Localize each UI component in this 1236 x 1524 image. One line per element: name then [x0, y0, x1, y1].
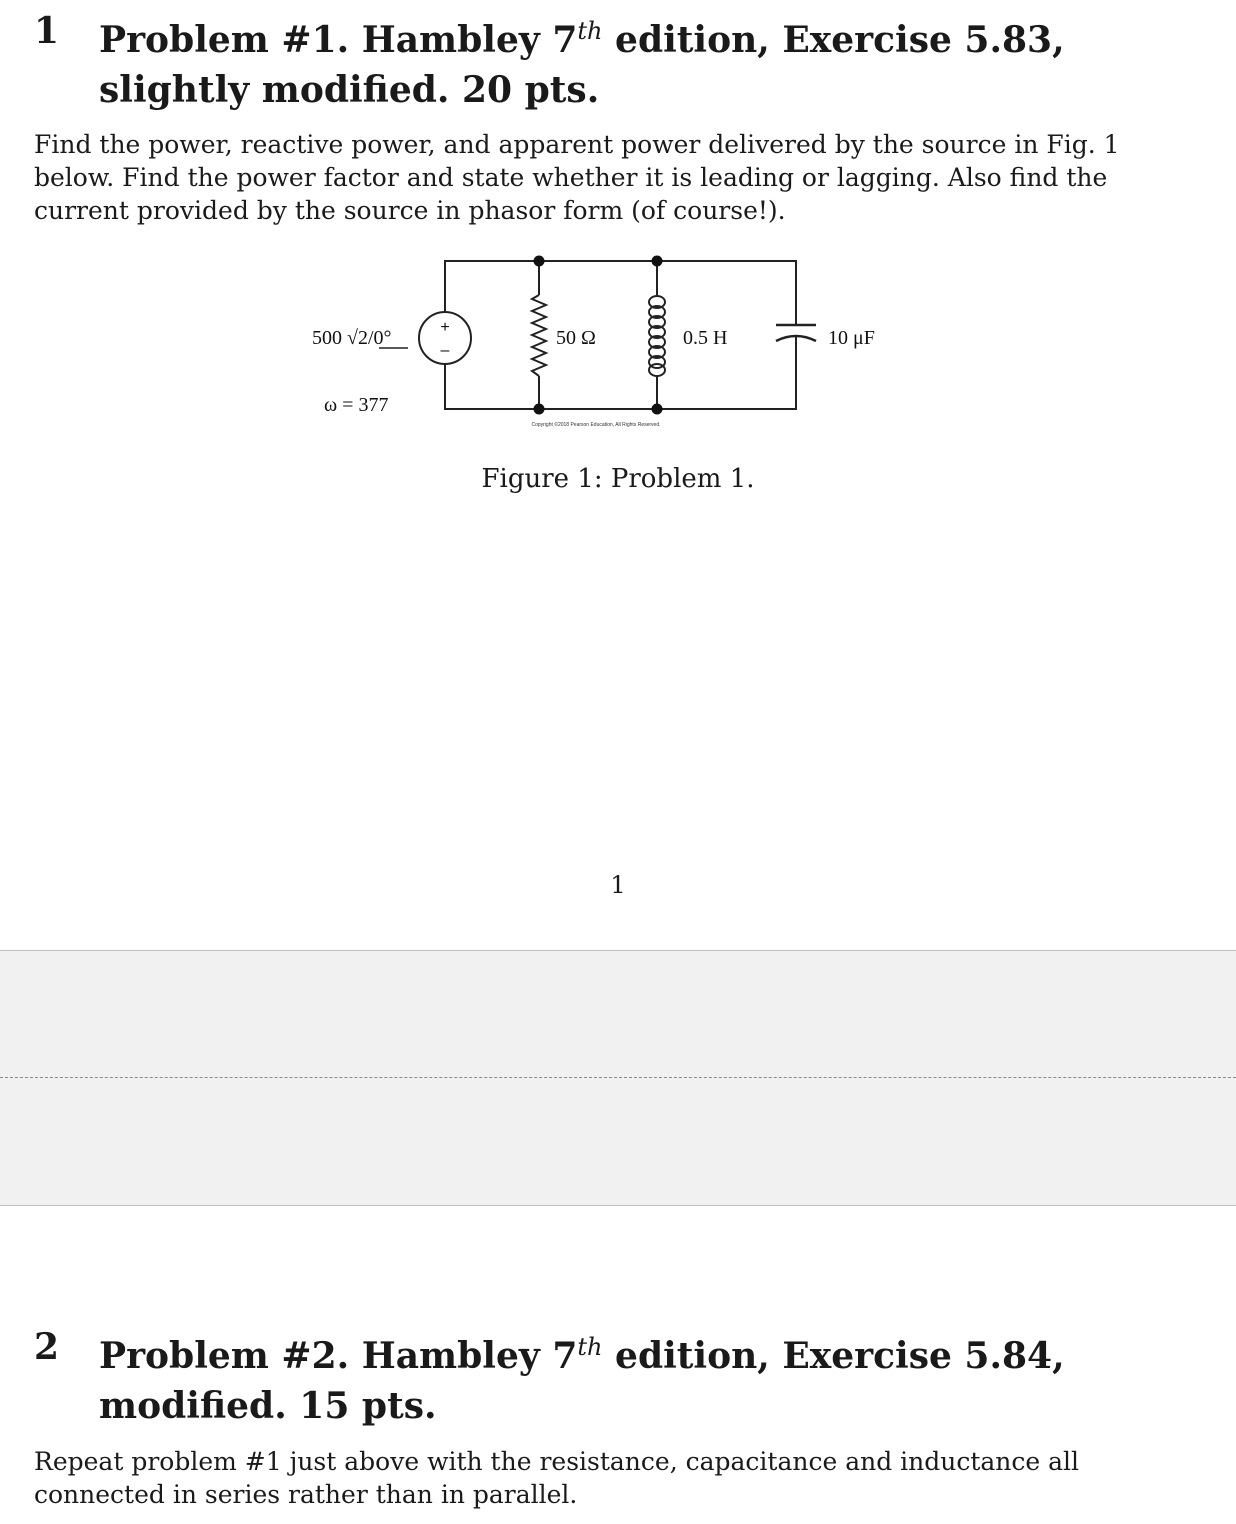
resistor-symbol — [532, 295, 546, 376]
section-2-title-part1: Problem #2. Hambley 7 — [99, 1335, 578, 1377]
source-value-label: 500 √2/0° — [312, 327, 392, 349]
circuit-wires — [445, 261, 796, 409]
section-2-title-part2: edition, Exercise 5.84, modified. 15 pts. — [99, 1335, 1065, 1427]
inductor-loop — [649, 364, 665, 376]
section-1-title-part2: edition, Exercise 5.83, slightly modified. 20 pts. — [99, 19, 1065, 111]
resistor-label: 50 Ω — [556, 327, 596, 349]
circuit-diagram — [300, 240, 920, 440]
top-wire — [445, 261, 796, 325]
circuit-figure — [300, 240, 920, 440]
source-minus-sign: – — [440, 342, 450, 359]
figure-caption: Figure 1: Problem 1. — [481, 464, 755, 494]
source-plus-sign: + — [440, 319, 450, 336]
section-1-title-superscript: th — [577, 17, 603, 45]
section-1-title — [99, 6, 1179, 115]
section-2-title-superscript: th — [577, 1333, 603, 1361]
section-2-number: 2 — [34, 1326, 60, 1368]
section-2-body: Repeat problem #1 just above with the resistance, capacitance and inductance all connected in series rather than in parallel. — [34, 1447, 1080, 1509]
node-bottom-1 — [534, 404, 545, 415]
section-1-title-part1: Problem #1. Hambley 7 — [99, 19, 578, 61]
omega-label: ω = 377 — [324, 394, 389, 416]
capacitor-label: 10 μF — [828, 327, 875, 349]
section-2-title — [99, 1322, 1179, 1431]
node-bottom-2 — [652, 404, 663, 415]
bottom-wire — [445, 335, 796, 409]
figure-copyright: Copyright ©2018 Pearson Education, All Rights Reserved. — [531, 422, 661, 428]
node-top-1 — [534, 256, 545, 267]
node-top-2 — [652, 256, 663, 267]
page-number: 1 — [610, 871, 626, 899]
section-1-body: Find the power, reactive power, and apparent power delivered by the source in Fig. 1 below. Find the power factor and state whether it is leading or lagging. Also find the current provided by the source in phasor form (of course!). — [34, 130, 1120, 225]
page-break-line — [0, 1077, 1236, 1078]
page-separator — [0, 950, 1236, 1206]
inductor-symbol — [649, 296, 665, 376]
inductor-label: 0.5 H — [683, 327, 728, 349]
section-1-number: 1 — [34, 10, 60, 52]
